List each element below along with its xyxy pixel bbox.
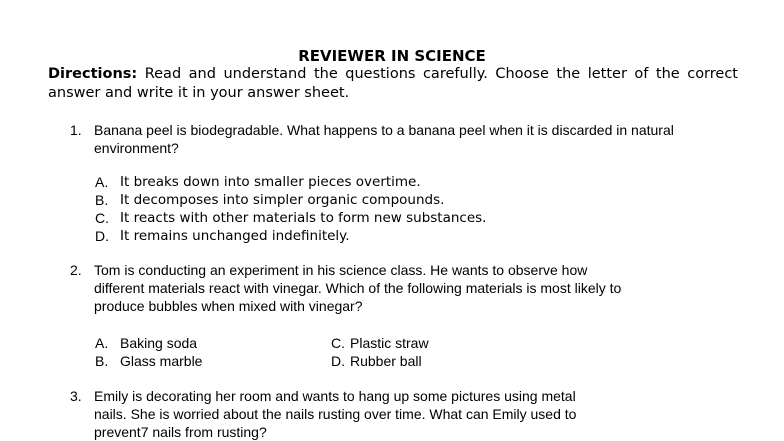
choice-letter: B. xyxy=(95,353,109,369)
question-text: Tom is conducting an experiment in his science class. He wants to observe how different materials react with vinegar. Which of the following materials is most likely to produce bubbles when mixed with vinegar? xyxy=(94,262,622,314)
choice-text: It breaks down into smaller pieces overtime. xyxy=(120,174,421,190)
choice-text: It reacts with other materials to form new substances. xyxy=(120,210,487,226)
choice-text: It remains unchanged indefinitely. xyxy=(120,228,350,244)
choice-text: Baking soda xyxy=(120,335,198,351)
choice-text: Rubber ball xyxy=(350,353,422,369)
question-3 xyxy=(70,387,600,441)
directions-text: Read and understand the questions carefully. Choose the letter of the correct answer and write it in your answer sheet. xyxy=(48,66,738,101)
choice-d xyxy=(331,352,567,370)
choice-letter: D. xyxy=(331,353,345,369)
choice-letter: A. xyxy=(95,174,109,190)
directions xyxy=(48,65,738,103)
question-number: 2. xyxy=(70,262,82,278)
choice-letter: C. xyxy=(95,210,109,226)
question-text: Emily is decorating her room and wants to hang up some pictures using metal nails. She is worried about the nails rusting over time. What can Emily used to prevent7 nails from rusting? xyxy=(94,388,577,440)
question-2 xyxy=(70,261,630,315)
choice-letter: D. xyxy=(95,228,109,244)
choice-letter: B. xyxy=(95,192,109,208)
choice-text: Plastic straw xyxy=(350,335,429,351)
question-1-choices xyxy=(95,173,486,245)
choice-row xyxy=(95,352,567,370)
question-2-choices xyxy=(95,334,567,370)
question-number: 1. xyxy=(70,122,82,138)
choice-letter: A. xyxy=(95,335,109,351)
question-text: Banana peel is biodegradable. What happens to a banana peel when it is discarded in natural environment? xyxy=(94,122,674,156)
choice-a xyxy=(95,334,331,352)
choice-c xyxy=(95,209,486,227)
choice-text: Glass marble xyxy=(120,353,203,369)
choice-row xyxy=(95,334,567,352)
choice-d xyxy=(95,227,486,245)
choice-b xyxy=(95,352,331,370)
question-1 xyxy=(70,121,700,157)
choice-b xyxy=(95,191,486,209)
choice-c xyxy=(331,334,567,352)
choice-a xyxy=(95,173,486,191)
page-title: REVIEWER IN SCIENCE xyxy=(298,47,486,65)
choice-text: It decomposes into simpler organic compounds. xyxy=(120,192,445,208)
choice-letter: C. xyxy=(331,335,345,351)
question-number: 3. xyxy=(70,388,82,404)
directions-label: Directions: xyxy=(48,66,138,82)
